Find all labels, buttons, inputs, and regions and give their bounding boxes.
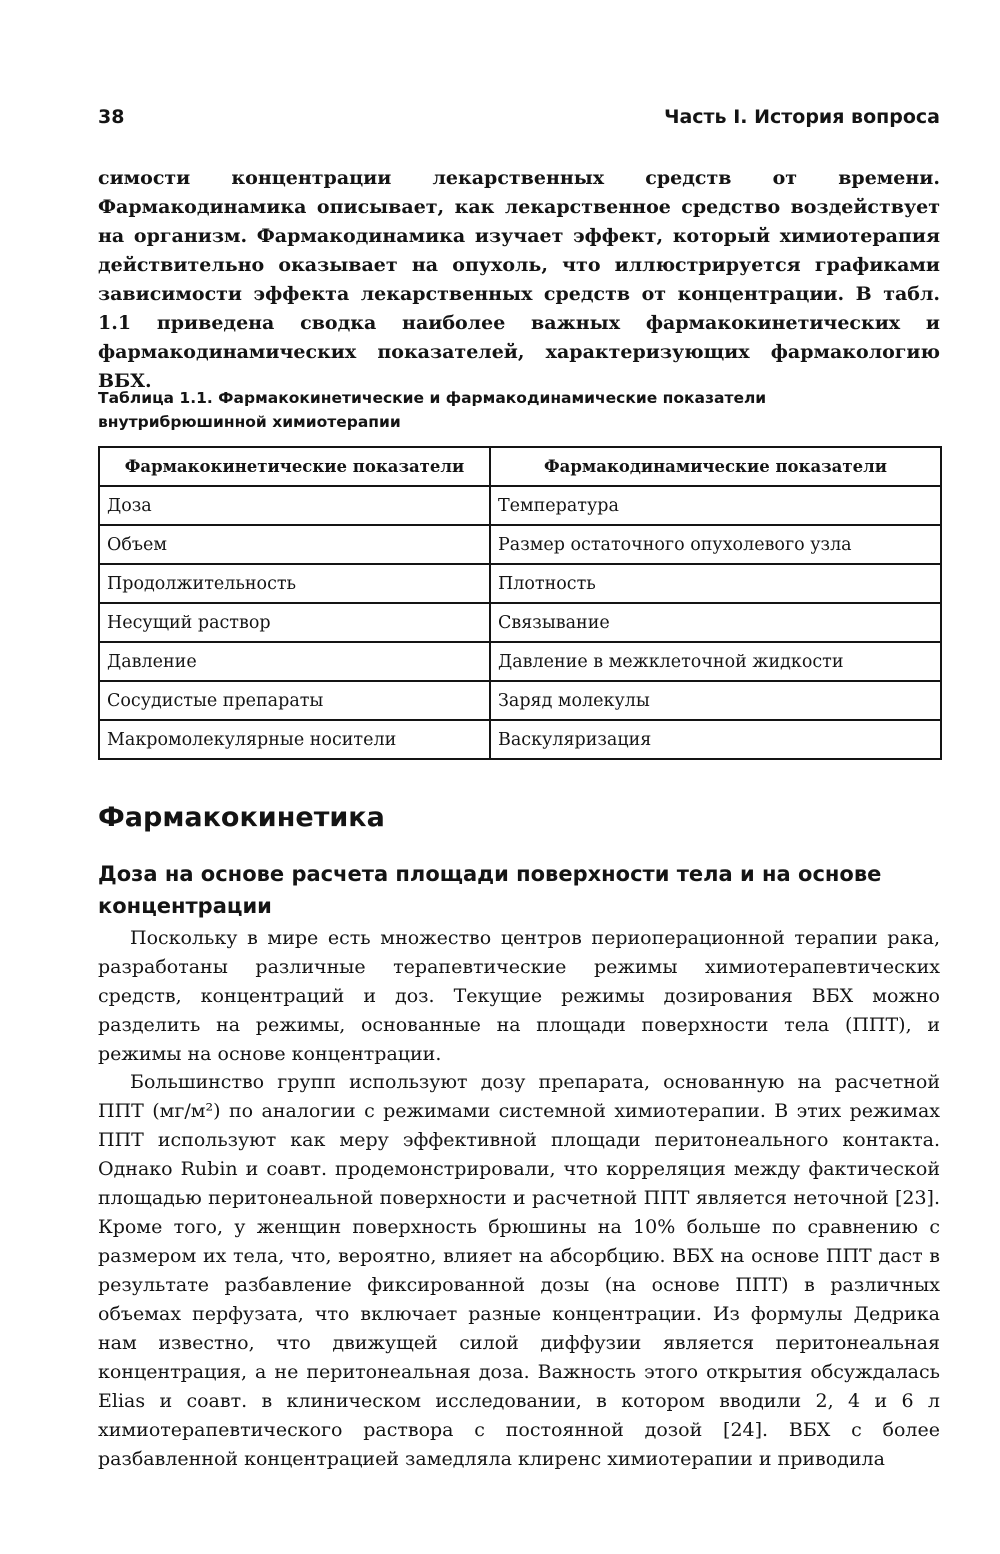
- table-header-row: [99, 447, 941, 486]
- page-number: 38: [98, 106, 125, 128]
- subsection-heading: Доза на основе расчета площади поверхности тела и на основе концентрации: [98, 862, 882, 918]
- table-row: [99, 642, 941, 681]
- table-row: [99, 720, 941, 759]
- intro-paragraph: симости концентрации лекарственных средств от времени. Фармакодинамика описывает, как лекарственное средство воздействует на организм. Фармакодинамика изучает эффект, который химиотерапия действительно оказывает на опухоль, что иллюстрируется графиками зависимости эффекта лекарственных средств от концентрации. В табл. 1.1 приведена сводка наиболее важных фармакокинетических и фармакодинамических показателей, характеризующих фармакологию ВБХ.: [98, 167, 940, 392]
- part-title: Часть I. История вопроса: [664, 106, 940, 128]
- table-cell: Заряд молекулы: [490, 681, 941, 720]
- table-cell: Плотность: [490, 564, 941, 603]
- table-cell: Васкуляризация: [490, 720, 941, 759]
- table-cell: Продолжительность: [99, 564, 490, 603]
- table-cell: Давление: [99, 642, 490, 681]
- table-cell: Температура: [490, 486, 941, 525]
- table-row: [99, 603, 941, 642]
- table-row: [99, 564, 941, 603]
- header-pharmacodynamic: Фармакодинамические показатели: [490, 447, 941, 486]
- table-cell: Несущий раствор: [99, 603, 490, 642]
- table-cell: Макромолекулярные носители: [99, 720, 490, 759]
- table-row: [99, 681, 941, 720]
- body-paragraph: Поскольку в мире есть множество центров периоперационной терапии рака, разработаны различные терапевтические режимы химиотерапевтических средств, концентраций и доз. Текущие режимы дозирования ВБХ можно разделить на режимы, основанные на площади поверхности тела (ППТ), и режимы на основе концентрации.: [98, 927, 940, 1065]
- table-cell: Объем: [99, 525, 490, 564]
- table-row: [99, 486, 941, 525]
- table-cell: Связывание: [490, 603, 941, 642]
- table-row: [99, 525, 941, 564]
- table-cell: Размер остаточного опухолевого узла: [490, 525, 941, 564]
- pharmacology-table: [98, 446, 942, 760]
- table-cell: Сосудистые препараты: [99, 681, 490, 720]
- table-cell: Доза: [99, 486, 490, 525]
- section-heading: Фармакокинетика: [98, 802, 385, 833]
- table-cell: Давление в межклеточной жидкости: [490, 642, 941, 681]
- header-pharmacokinetic: Фармакокинетические показатели: [99, 447, 490, 486]
- table-caption: Таблица 1.1. Фармакокинетические и фармакодинамические показатели внутрибрюшинной химиотерапии: [98, 389, 767, 431]
- body-paragraph: Большинство групп используют дозу препарата, основанную на расчетной ППТ (мг/м²) по аналогии с режимами системной химиотерапии. В этих режимах ППТ используют как меру эффективной площади перитонеального контакта. Однако Rubin и соавт. продемонстрировали, что корреляция между фактической площадью перитонеальной поверхности и расчетной ППТ является неточной [23]. Кроме того, у женщин поверхность брюшины на 10% больше по сравнению с размером их тела, что, вероятно, влияет на абсорбцию. ВБХ на основе ППТ даст в результате разбавление фиксированной дозы (на основе ППТ) в различных объемах перфузата, что включает разные концентрации. Из формулы Дедрика нам известно, что движущей силой диффузии является перитонеальная концентрация, а не перитонеальная доза. Важность этого открытия обсуждалась Elias и соавт. в клиническом исследовании, в котором вводили 2, 4 и 6 л химиотерапевтического раствора с постоянной дозой [24]. ВБХ с более разбавленной концентрацией замедляла клиренс химиотерапии и приводила: [98, 1071, 940, 1470]
- running-header: [98, 106, 940, 136]
